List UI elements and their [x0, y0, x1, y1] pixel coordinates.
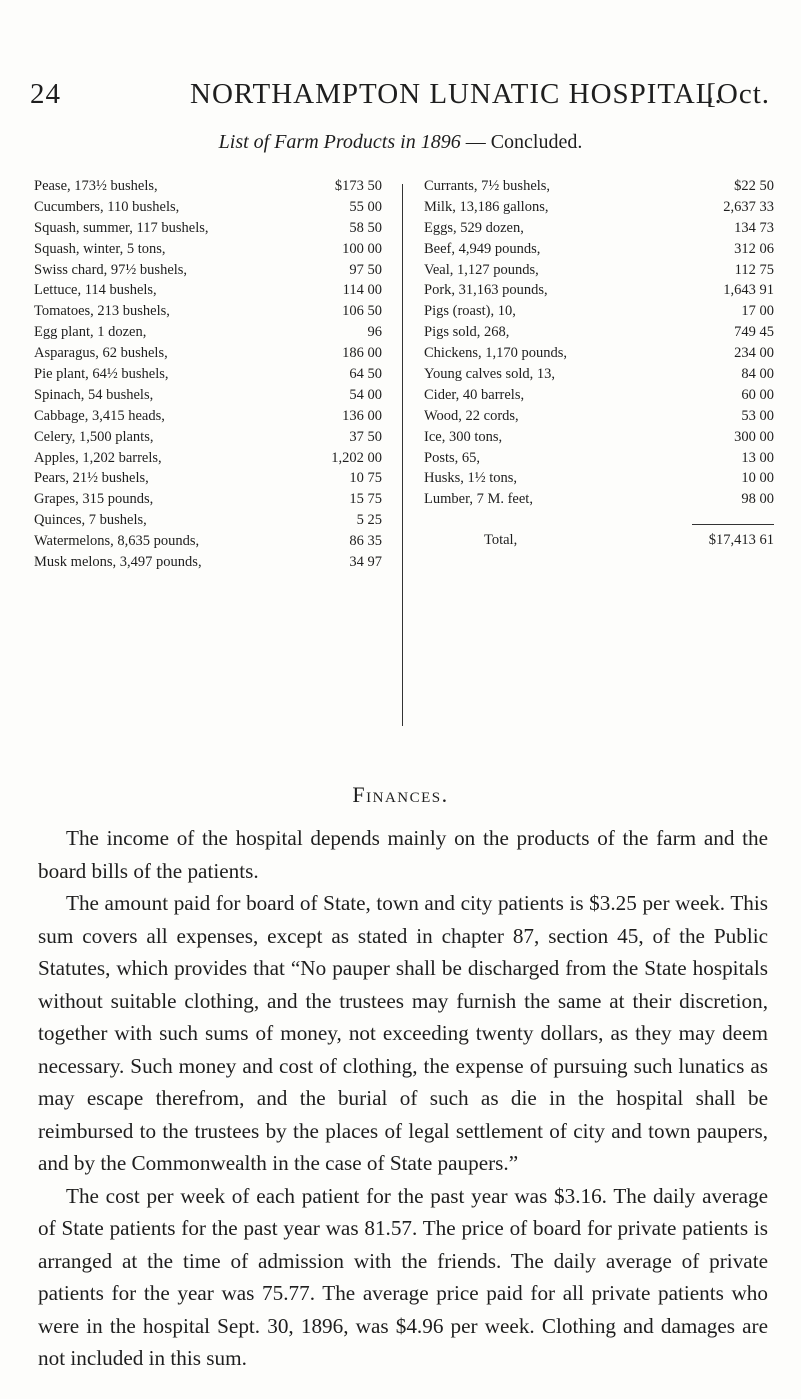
item-amount: $173 50	[334, 178, 382, 194]
table-row	[424, 387, 774, 408]
item-amount: 10 75	[349, 470, 382, 487]
table-row	[34, 429, 382, 450]
total-rule	[692, 524, 774, 525]
item-label: Pigs sold, 268,	[424, 324, 510, 341]
item-label: Cucumbers, 110 bushels,	[34, 198, 180, 215]
table-row	[34, 387, 382, 408]
item-amount: 112 75	[734, 261, 774, 278]
table-row	[34, 470, 382, 491]
item-amount: 53 00	[741, 407, 774, 424]
left-column	[34, 178, 382, 575]
item-amount: 97 50	[349, 261, 382, 278]
item-amount: 2,637 33	[723, 198, 774, 215]
item-amount: 134 73	[734, 219, 774, 236]
item-amount: 84 00	[741, 366, 774, 383]
paragraph: The income of the hospital depends mainly on the products of the farm and the board bills of the patients.	[38, 826, 768, 883]
item-amount: 86 35	[349, 533, 382, 550]
table-row	[424, 303, 774, 324]
table-row	[34, 533, 382, 554]
item-amount: 1,202 00	[331, 449, 382, 466]
table-row	[424, 199, 774, 220]
table-row	[34, 220, 382, 241]
item-amount: 186 00	[342, 345, 382, 362]
column-divider	[402, 184, 403, 726]
item-amount: 106 50	[342, 303, 382, 320]
item-label: Husks, 1½ tons,	[424, 470, 518, 487]
item-amount: 15 75	[349, 491, 382, 508]
item-amount: 5 25	[356, 512, 382, 529]
item-amount: 312 06	[734, 240, 774, 257]
item-amount: 749 45	[734, 324, 774, 341]
item-label: Currants, 7½ bushels,	[424, 178, 551, 194]
item-amount: 55 00	[349, 198, 382, 215]
caption-title: List of Farm Products in 1896	[218, 131, 461, 153]
table-row	[424, 470, 774, 491]
table-row	[424, 408, 774, 429]
item-label: Pears, 21½ bushels,	[34, 470, 149, 487]
table-row	[34, 262, 382, 283]
item-amount: 17 00	[741, 303, 774, 320]
table-row	[34, 324, 382, 345]
table-row	[424, 241, 774, 262]
item-amount: 1,643 91	[723, 282, 774, 299]
item-label: Veal, 1,127 pounds,	[424, 261, 539, 278]
table-row	[34, 178, 382, 199]
item-label: Beef, 4,949 pounds,	[424, 240, 541, 257]
item-label: Squash, winter, 5 tons,	[34, 240, 166, 257]
paragraph: The cost per week of each patient for the past year was $3.16. The daily average of State patients for the past year was 81.57. The price of board for private patients is arranged at the time of admission with the friends. The daily average of private patients for the year was 75.77. The average price paid for all private patients who were in the hospital Sept. 30, 1896, was $4.96 per week. Clothing and damages are not included in this sum.	[38, 1183, 768, 1370]
item-label: Celery, 1,500 plants,	[34, 428, 154, 445]
item-label: Pie plant, 64½ bushels,	[34, 366, 169, 383]
item-amount: $17,413 61	[708, 532, 774, 549]
item-label: Eggs, 529 dozen,	[424, 219, 524, 236]
item-label: Grapes, 315 pounds,	[34, 491, 154, 508]
item-amount: 100 00	[342, 240, 382, 257]
page-number: 24	[30, 78, 61, 110]
table-row	[424, 429, 774, 450]
caption-suffix: — Concluded.	[460, 131, 583, 153]
item-amount: 13 00	[741, 449, 774, 466]
table-row	[424, 178, 774, 199]
item-label: Egg plant, 1 dozen,	[34, 324, 147, 341]
item-label: Cabbage, 3,415 heads,	[34, 407, 165, 424]
item-amount: 114 00	[342, 282, 382, 299]
table-row	[34, 241, 382, 262]
item-label: Apples, 1,202 barrels,	[34, 449, 162, 466]
running-title: NORTHAMPTON LUNATIC HOSPITAL.	[190, 78, 723, 110]
item-label: Lettuce, 114 bushels,	[34, 282, 157, 299]
table-row	[424, 220, 774, 241]
item-amount: $22 50	[734, 178, 774, 194]
table-row	[424, 262, 774, 283]
item-label: Pigs (roast), 10,	[424, 303, 516, 320]
item-label: Wood, 22 cords,	[424, 407, 519, 424]
item-amount: 136 00	[342, 407, 382, 424]
table-row	[424, 450, 774, 471]
table-row	[34, 450, 382, 471]
item-amount: 58 50	[349, 219, 382, 236]
item-amount: 10 00	[741, 470, 774, 487]
table-row	[424, 366, 774, 387]
item-amount: 64 50	[349, 366, 382, 383]
item-label: Pease, 173½ bushels,	[34, 178, 158, 194]
item-label: Spinach, 54 bushels,	[34, 386, 154, 403]
item-amount: 60 00	[741, 386, 774, 403]
item-amount: 54 00	[349, 386, 382, 403]
body-text	[38, 822, 768, 1375]
item-label: Pork, 31,163 pounds,	[424, 282, 548, 299]
table-row	[34, 282, 382, 303]
item-label: Swiss chard, 97½ bushels,	[34, 261, 188, 278]
section-title: Finances.	[352, 782, 449, 807]
table-row	[424, 324, 774, 345]
page-header	[30, 78, 770, 118]
item-amount: 98 00	[741, 491, 774, 508]
item-label: Posts, 65,	[424, 449, 481, 466]
item-label: Tomatoes, 213 bushels,	[34, 303, 170, 320]
item-amount: 34 97	[349, 554, 382, 571]
table-row	[34, 199, 382, 220]
item-label: Quinces, 7 bushels,	[34, 512, 147, 529]
item-amount: 234 00	[734, 345, 774, 362]
item-amount: 300 00	[734, 428, 774, 445]
table-caption	[0, 131, 801, 154]
table-row	[34, 303, 382, 324]
table-row	[424, 491, 774, 512]
table-row	[34, 554, 382, 575]
table-row	[34, 366, 382, 387]
item-label: Lumber, 7 M. feet,	[424, 491, 533, 508]
table-row	[34, 512, 382, 533]
table-row	[34, 408, 382, 429]
table-row	[424, 282, 774, 303]
table-row	[34, 345, 382, 366]
item-label: Squash, summer, 117 bushels,	[34, 219, 209, 236]
header-date: [Oct.	[706, 78, 770, 110]
total-row	[424, 532, 774, 553]
item-label: Cider, 40 barrels,	[424, 386, 525, 403]
farm-products-table	[34, 178, 774, 738]
right-column	[424, 178, 774, 553]
table-row	[424, 345, 774, 366]
item-label: Total,	[484, 532, 518, 549]
item-amount: 37 50	[349, 428, 382, 445]
item-label: Musk melons, 3,497 pounds,	[34, 554, 202, 571]
item-amount: 96	[367, 324, 382, 341]
item-label: Young calves sold, 13,	[424, 366, 556, 383]
item-label: Milk, 13,186 gallons,	[424, 198, 549, 215]
item-label: Ice, 300 tons,	[424, 428, 503, 445]
item-label: Asparagus, 62 bushels,	[34, 345, 168, 362]
paragraph: The amount paid for board of State, town and city patients is $3.25 per week. This sum covers all expenses, except as stated in chapter 87, section 45, of the Public Statutes, which provides that “No pauper shall be discharged from the State hospitals without suitable clothing, and the trustees may furnish the same at their discretion, together with such sums of money, not exceeding twenty dollars, as they may deem necessary. Such money and cost of clothing, the expense of pursuing such lunatics as may escape therefrom, and the burial of such as die in the hospital shall be reimbursed to the trustees by the places of legal settlement of city and town paupers, and by the Commonwealth in the case of State paupers.”	[38, 891, 768, 1175]
item-label: Chickens, 1,170 pounds,	[424, 345, 567, 362]
table-row	[34, 491, 382, 512]
item-label: Watermelons, 8,635 pounds,	[34, 533, 200, 550]
